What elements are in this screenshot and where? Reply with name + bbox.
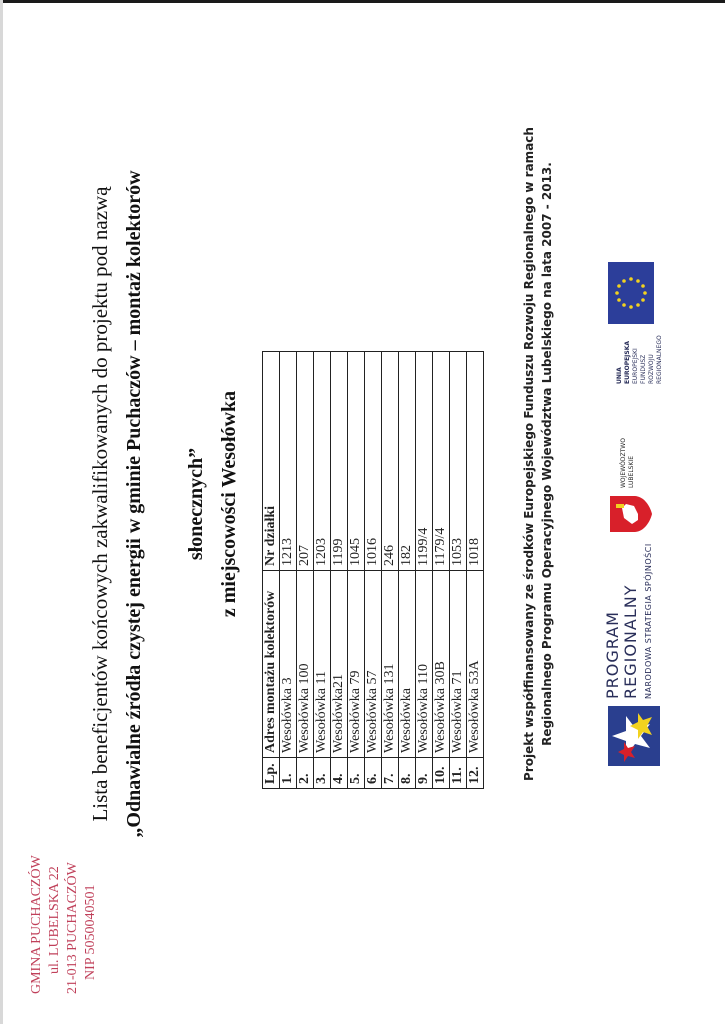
cell-address: Wesołówka 100 (297, 571, 314, 758)
table-row (280, 352, 297, 789)
eu-logo-text (616, 324, 664, 384)
cell-plot: 182 (399, 352, 416, 571)
cell-lp: 12. (467, 758, 484, 789)
header-lp: Lp. (263, 758, 280, 789)
cell-lp: 2. (297, 758, 314, 789)
eu-flag-icon (608, 262, 654, 324)
table-row (467, 352, 484, 789)
table-row (433, 352, 450, 789)
cell-plot: 207 (297, 352, 314, 571)
funding-line: Regionalnego Programu Operacyjnego Województwa Lubelskiego na lata 2007 - 2013. (540, 162, 554, 746)
cell-plot: 1045 (348, 352, 365, 571)
cell-lp: 4. (331, 758, 348, 789)
cell-lp: 7. (382, 758, 399, 789)
cell-plot: 246 (382, 352, 399, 571)
stamp-line: GMINA PUCHACZÓW (29, 855, 44, 994)
cell-plot: 1179/4 (433, 352, 450, 571)
program-logo-line: PROGRAM (603, 611, 622, 699)
table-row (348, 352, 365, 789)
program-regionalny-logo (604, 543, 653, 699)
cell-plot: 1016 (365, 352, 382, 571)
cell-address: Wesołówka 53A (467, 571, 484, 758)
header-address: Adres montażu kolektorów (263, 571, 280, 758)
stamp-line: 21-013 PUCHACZÓW (65, 862, 80, 994)
lubelskie-coat-of-arms-icon (608, 494, 652, 534)
table-row (399, 352, 416, 789)
cell-address: Wesołówka 11 (314, 571, 331, 758)
eu-line: EUROPEJSKI FUNDUSZ (632, 348, 647, 384)
project-name-continued: słonecznych” (185, 447, 207, 561)
table-row (365, 352, 382, 789)
voivodeship-line: LUBELSKIE (628, 456, 635, 488)
stamp-line: ul. LUBELSKA 22 (47, 866, 62, 974)
cell-lp: 9. (416, 758, 433, 789)
program-regionalny-star-icon (600, 706, 660, 766)
voivodeship-logo-text (620, 438, 636, 488)
document-title-line: Lista beneficjentów końcowych zakwalifikowanych do projektu pod nazwą (88, 186, 112, 822)
funding-line: Projekt współfinansowany ze środków Europejskiego Funduszu Rozwoju Regionalnego w ramach (522, 127, 536, 781)
cell-address: Wesołówka 3 (280, 571, 297, 758)
cell-plot: 1053 (450, 352, 467, 571)
cell-address: Wesołówka 71 (450, 571, 467, 758)
program-logo-line: REGIONALNY (621, 584, 640, 699)
cell-address: Wesołówka21 (331, 571, 348, 758)
eu-line: ROZWOJU REGIONALNEGO (648, 335, 663, 384)
cell-plot: 1018 (467, 352, 484, 571)
project-name: „Odnawialne źródła czystej energii w gminie Puchaczów – montaż kolektorów (123, 170, 145, 838)
program-logo-subtitle: NARODOWA STRATEGIA SPÓJNOŚCI (644, 543, 653, 699)
cell-lp: 5. (348, 758, 365, 789)
table-row (416, 352, 433, 789)
table-row (297, 352, 314, 789)
voivodeship-line: WOJEWÓDZTWO (620, 438, 627, 488)
cell-plot: 1213 (280, 352, 297, 571)
eu-line: UNIA EUROPEJSKA (616, 340, 631, 384)
cell-plot: 1203 (314, 352, 331, 571)
cell-lp: 3. (314, 758, 331, 789)
header-plot: Nr działki (263, 352, 280, 571)
table-row (382, 352, 399, 789)
locality-title: z miejscowości Wesołówka (218, 390, 240, 618)
table-header-row (263, 352, 280, 789)
cell-lp: 8. (399, 758, 416, 789)
table-row (314, 352, 331, 789)
funding-statement (520, 64, 556, 844)
cell-address: Wesołówka 79 (348, 571, 365, 758)
beneficiaries-table (262, 351, 484, 789)
cell-plot: 1199/4 (416, 352, 433, 571)
table-row (331, 352, 348, 789)
stamp-line: NIP 5050040501 (83, 884, 98, 980)
cell-address: Wesołówka 30B (433, 571, 450, 758)
cell-address: Wesołówka 110 (416, 571, 433, 758)
cell-lp: 1. (280, 758, 297, 789)
cell-address: Wesołówka 131 (382, 571, 399, 758)
cell-address: Wesołówka (399, 571, 416, 758)
cell-plot: 1199 (331, 352, 348, 571)
table-row (450, 352, 467, 789)
cell-address: Wesołówka 57 (365, 571, 382, 758)
cell-lp: 11. (450, 758, 467, 789)
cell-lp: 10. (433, 758, 450, 789)
cell-lp: 6. (365, 758, 382, 789)
